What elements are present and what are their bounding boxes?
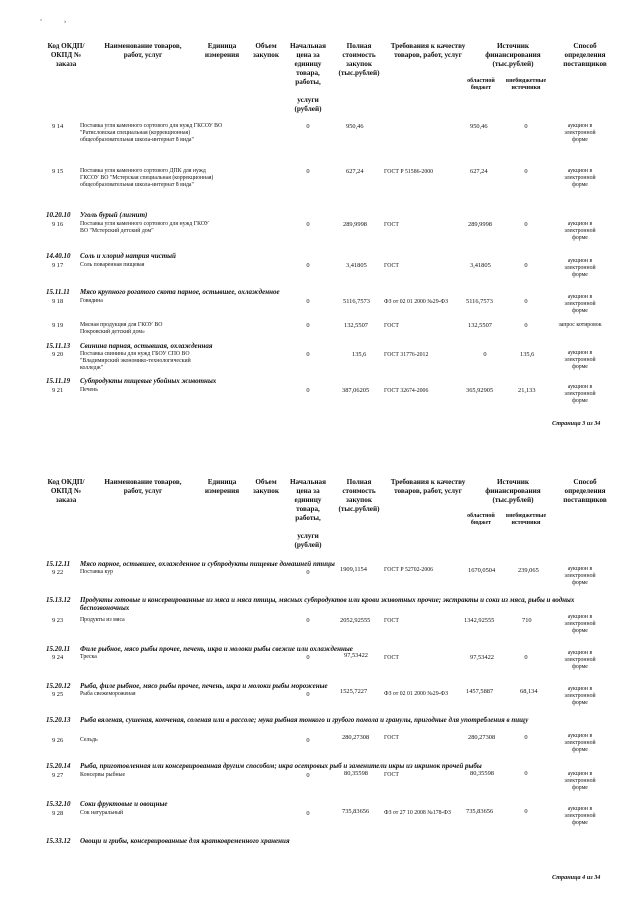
row-price: 0: [306, 351, 310, 358]
row-code: 9 18: [52, 298, 64, 305]
header-volume: Объем закупок: [253, 478, 279, 495]
row-regional: 289,9998: [468, 221, 492, 228]
header-regional: областной бюджет: [467, 78, 495, 92]
row-name: Печень: [80, 387, 98, 393]
row-total: 3,41805: [346, 262, 367, 269]
row-code: 9 16: [52, 221, 64, 228]
row-price: 0: [306, 298, 310, 305]
row-total: 387,06205: [342, 387, 370, 394]
group-name: Рыба вяленая, сушеная, копченая, соленая или в рассоле; мука рыбная тонкого и грубого помола и гранулы, пригодные для употребления в пищу: [80, 716, 529, 724]
header-extrabudget: внебюджетные источники: [505, 78, 547, 92]
row-total: 1525,7227: [340, 688, 368, 695]
row-total: 289,9998: [343, 221, 367, 228]
row-code: 9 25: [52, 691, 64, 698]
group-code: 15.11.13: [46, 342, 71, 350]
row-price: 0: [306, 617, 310, 624]
header-code: Код ОКДП/ ОКПД № заказа: [47, 42, 85, 68]
row-extra: 0: [524, 808, 528, 815]
header-method: Способ определения поставщиков: [563, 478, 607, 504]
group-name: Рыба, приготовленная или консервированная другим способом; икра осетровых рыб и заменители икры из икринок прочей рыбы: [80, 762, 482, 770]
row-code: 9 20: [52, 351, 64, 358]
row-regional: 5116,7573: [466, 298, 493, 305]
row-total: 2052,92555: [340, 617, 371, 624]
row-method: аукцион в электронной форме: [564, 384, 596, 404]
row-name: Поставка свинины для нужд ГБОУ СПО ВО "Владимирский экономико-технологический колледж": [80, 351, 191, 371]
header-initial-price-unit: услуги (рублей): [294, 532, 322, 549]
header-extrabudget: внебюджетные источники: [505, 513, 547, 527]
page-number-3: Страница 3 из 34: [552, 420, 601, 427]
header-requirements: Требования к качеству товаров, работ, услуг: [390, 478, 466, 495]
row-extra: 0: [524, 322, 528, 329]
row-method: аукцион в электронной форме: [564, 221, 596, 241]
row-method: аукцион в электронной форме: [564, 733, 596, 753]
row-price: 0: [306, 569, 310, 576]
group-code: 15.20.13: [46, 716, 71, 724]
row-code: 9 24: [52, 654, 64, 661]
row-extra: 0: [524, 221, 528, 228]
row-method: аукцион в электронной форме: [564, 650, 596, 670]
row-method: аукцион в электронной форме: [564, 294, 596, 314]
group-code: 15.11.11: [46, 288, 70, 296]
group-code: 15.32.10: [46, 800, 71, 808]
header-initial-price: Начальная цена за единицу товара, работы,: [289, 478, 327, 522]
row-extra: 239,065: [518, 567, 539, 574]
row-extra: 710: [522, 617, 532, 624]
row-requirements: ГОСТ: [384, 323, 399, 329]
group-name: Мясо парное, остывшее, охлажденное и субпродукты пищевые домашней птицы: [80, 560, 335, 568]
row-code: 9 17: [52, 262, 64, 269]
row-name: Консервы рыбные: [80, 772, 126, 778]
group-name: Субпродукты пищевые убойных животных: [80, 377, 217, 385]
header-name: Наименование товаров, работ, услуг: [104, 478, 182, 495]
row-name: Продукты из мяса: [80, 617, 125, 623]
row-price: 0: [306, 123, 310, 130]
row-requirements: ФЗ от 27 10 2008 №178-ФЗ: [384, 810, 451, 816]
header-name: Наименование товаров, работ, услуг: [104, 42, 182, 59]
header-unit: Единица измерения: [204, 478, 240, 495]
row-extra: 0: [524, 654, 528, 661]
row-method: аукцион в электронной форме: [564, 806, 596, 826]
row-extra: 0: [524, 262, 528, 269]
row-requirements: ГОСТ Р 51586-2000: [384, 169, 434, 175]
group-name: Свинина парная, остывшая, охлажденная: [80, 342, 213, 350]
row-method: аукцион в электронной форме: [564, 123, 596, 143]
row-method: аукцион в электронной форме: [564, 566, 596, 586]
group-name: Рыба, филе рыбное, мясо рыбы прочее, печень, икра и молоки рыбы мороженые: [80, 682, 328, 690]
row-regional: 735,83656: [466, 808, 494, 815]
row-price: 0: [306, 691, 310, 698]
row-total: 627,24: [346, 168, 364, 175]
row-extra: 0: [524, 734, 528, 741]
header-volume: Объем закупок: [253, 42, 279, 59]
header-regional: областной бюджет: [467, 513, 495, 527]
header-total-cost: Полная стоимость закупок (тыс.рублей): [338, 478, 380, 513]
scan-mark-right: ›: [64, 18, 67, 25]
group-code: 15.11.19: [46, 377, 71, 385]
row-total: 280,27308: [342, 734, 370, 741]
row-method: аукцион в электронной форме: [564, 350, 596, 370]
header-initial-price-unit: услуги (рублей): [294, 96, 322, 113]
row-regional: 365,92905: [466, 387, 494, 394]
row-requirements: ГОСТ 31776-2012: [384, 352, 429, 358]
group-name: Соки фруктовые и овощные: [80, 800, 168, 808]
row-regional: 1670,0504: [468, 567, 496, 574]
row-method: аукцион в электронной форме: [564, 771, 596, 791]
row-total: 97,53422: [344, 652, 368, 659]
row-requirements: ГОСТ: [384, 222, 399, 228]
row-code: 9 26: [52, 737, 64, 744]
row-price: 0: [306, 322, 310, 329]
row-price: 0: [306, 168, 310, 175]
row-name: Говядина: [80, 298, 103, 304]
row-regional: 1342,92555: [464, 617, 495, 624]
row-code: 9 28: [52, 810, 64, 817]
row-extra: 21,133: [518, 387, 536, 394]
group-code: 15.20.14: [46, 762, 71, 770]
row-regional: 0: [483, 351, 487, 358]
row-requirements: ГОСТ: [384, 655, 399, 661]
row-code: 9 27: [52, 772, 64, 779]
row-name: Сок натуральный: [80, 810, 124, 816]
row-code: 9 22: [52, 569, 64, 576]
group-code: 14.40.10: [46, 252, 71, 260]
row-total: 735,83656: [342, 808, 370, 815]
row-price: 0: [306, 772, 310, 779]
row-regional: 627,24: [470, 168, 488, 175]
row-price: 0: [306, 387, 310, 394]
row-name: Сельдь: [80, 737, 98, 743]
row-requirements: ГОСТ 32674-2006: [384, 388, 429, 394]
row-regional: 80,35598: [470, 770, 494, 777]
group-code: 10.20.10: [46, 211, 71, 219]
row-name: Треска: [80, 654, 97, 660]
row-code: 9 21: [52, 387, 64, 394]
row-total: 135,6: [352, 351, 367, 358]
group-code: 15.13.12: [46, 596, 71, 604]
group-code: 15.20.11: [46, 645, 71, 653]
row-name: Рыба свежемороженая: [80, 691, 136, 697]
group-code: 15.20.12: [46, 682, 71, 690]
row-extra: 68,134: [520, 688, 538, 695]
header-funding: Источник финансирования (тыс.рублей): [485, 478, 541, 504]
row-method: запрос котировок: [558, 322, 602, 328]
row-requirements: ГОСТ: [384, 618, 399, 624]
row-requirements: ГОСТ Р 52702-2006: [384, 567, 434, 573]
row-method: аукцион в электронной форме: [564, 258, 596, 278]
group-code: 15.33.12: [46, 837, 71, 845]
scan-mark-left: ‘: [40, 18, 43, 25]
row-extra: 0: [524, 123, 528, 130]
header-funding: Источник финансирования (тыс.рублей): [485, 42, 541, 68]
page-number-4: Страница 4 из 34: [552, 874, 601, 881]
row-method: аукцион в электронной форме: [564, 614, 596, 634]
row-name: Поставка угля каменного сортового ДПК для нужд ГКСОУ ВО "Мстерская специальная (коррекционная) общеобразовательная школа-интернат 8 вида": [80, 168, 214, 188]
row-name: Поставка угля каменного сортового для нужд ГКОУ ВО "Мстерский детский дом": [80, 221, 209, 234]
row-extra: 0: [524, 770, 528, 777]
row-price: 0: [306, 262, 310, 269]
row-total: 5116,7573: [343, 298, 370, 305]
row-price: 0: [306, 737, 310, 744]
row-code: 9 15: [52, 168, 64, 175]
row-requirements: ФЗ от 02 01 2000 №29-ФЗ: [384, 691, 449, 697]
row-regional: 97,53422: [470, 654, 494, 661]
row-extra: 135,6: [520, 351, 535, 358]
group-name: Мясо крупного рогатого скота парное, остывшее, охлажденное: [80, 288, 280, 296]
row-requirements: ГОСТ: [384, 772, 399, 778]
row-total: 1909,1154: [340, 566, 367, 573]
row-method: аукцион в электронной форме: [564, 168, 596, 188]
row-regional: 950,46: [470, 123, 488, 130]
group-name: Уголь бурый (лигнит): [80, 211, 148, 219]
row-extra: 0: [524, 298, 528, 305]
header-total-cost: Полная стоимость закупок (тыс.рублей): [338, 42, 380, 77]
group-name: Соль и хлорид натрия чистый: [80, 252, 176, 260]
row-price: 0: [306, 221, 310, 228]
row-code: 9 23: [52, 617, 64, 624]
group-code: 15.12.11: [46, 560, 71, 568]
row-code: 9 19: [52, 322, 64, 329]
header-unit: Единица измерения: [204, 42, 240, 59]
row-name: Соль поваренная пищевая: [80, 262, 145, 268]
row-name: Мясная продукция для ГКОУ ВО Покровский детский дом»: [80, 322, 163, 335]
row-requirements: ГОСТ: [384, 263, 399, 269]
row-name: Поставка кур: [80, 569, 113, 575]
row-method: аукцион в электронной форме: [564, 686, 596, 706]
row-total: 80,35598: [344, 770, 368, 777]
row-regional: 280,27308: [468, 734, 496, 741]
row-requirements: ФЗ от 02 01 2000 №29-ФЗ: [384, 299, 449, 305]
header-initial-price: Начальная цена за единицу товара, работы,: [289, 42, 327, 86]
row-name: Поставка угля каменного сортового для нужд ГКСОУ ВО "Ратисловская специальная (коррекционная) общеобразовательная школа-интернат 8 вида": [80, 123, 223, 143]
row-total: 950,46: [346, 123, 364, 130]
row-regional: 3,41805: [470, 262, 491, 269]
row-total: 132,5507: [344, 322, 368, 329]
row-extra: 0: [524, 168, 528, 175]
header-method: Способ определения поставщиков: [563, 42, 607, 68]
row-code: 9 14: [52, 123, 64, 130]
header-code: Код ОКДП/ ОКПД № заказа: [47, 478, 85, 504]
group-name: Продукты готовые и консервированные из мяса и мяса птицы, мясных субпродуктов или крови животных прочие; экстракты и соки из мяса, рыбы и водных беспозвоночных: [80, 596, 575, 613]
row-regional: 1457,5887: [466, 688, 494, 695]
row-price: 0: [306, 654, 310, 661]
row-regional: 132,5507: [468, 322, 492, 329]
header-requirements: Требования к качеству товаров, работ, услуг: [390, 42, 466, 59]
group-name: Филе рыбное, мясо рыбы прочее, печень, икра и молоки рыбы свежие или охлажденные: [80, 645, 353, 653]
row-price: 0: [306, 810, 310, 817]
group-name: Овощи и грибы, консервированные для кратковременного хранения: [80, 837, 290, 845]
row-requirements: ГОСТ: [384, 735, 399, 741]
